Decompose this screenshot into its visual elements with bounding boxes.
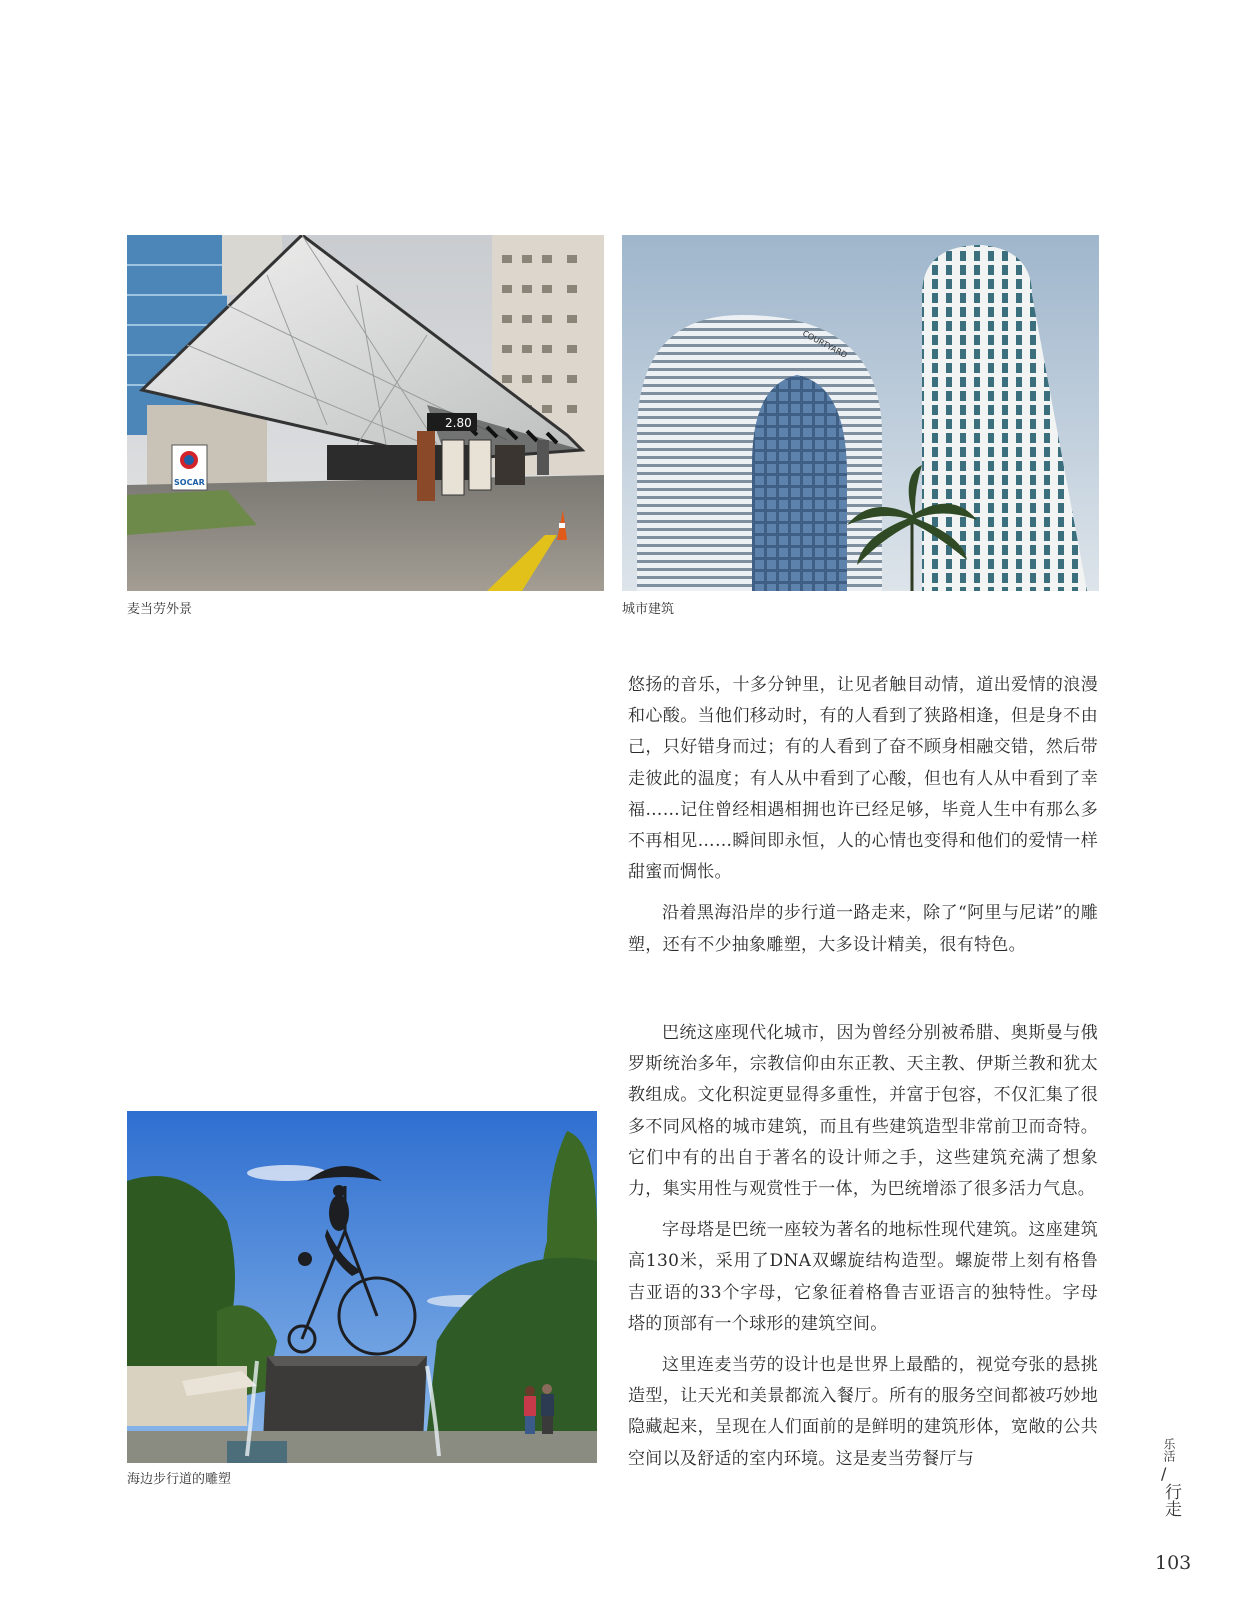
socar-sign-text: SOCAR (174, 478, 205, 487)
hotel-sign-text: COURTYARD (801, 328, 849, 360)
price-sign-text: 2.80 (445, 416, 472, 430)
city-buildings-photo (622, 235, 1099, 591)
seaside-sculpture-photo (127, 1111, 597, 1463)
paragraph: 沿着黑海沿岸的步行道一路走来，除了“阿里与尼诺”的雕塑，还有不少抽象雕塑，大多设计精美，很有特色。 (628, 903, 1098, 955)
mcdonalds-exterior-photo (127, 235, 604, 591)
section-slash: / (1161, 1464, 1167, 1483)
photo3-caption: 海边步行道的雕塑 (127, 1472, 232, 1487)
paragraph: 字母塔是巴统一座较为著名的地标性现代建筑。这座建筑高130米，采用了DNA双螺旋结构造型。螺旋带上刻有格鲁吉亚语的33个字母，它象征着格鲁吉亚语言的独特性。字母塔的顶部有一个球形的建筑空间。 (628, 1220, 1098, 1334)
section-label-small: 乐活 (1162, 1438, 1176, 1462)
section-label-big: 行走 (1161, 1483, 1181, 1517)
paragraph: 这里连麦当劳的设计也是世界上最酷的，视觉夸张的悬挑造型，让天光和美景都流入餐厅。所有的服务空间都被巧妙地隐藏起来，呈现在人们面前的是鲜明的建筑形体，宽敞的公共空间以及舒适的室内环境。这是麦当劳餐厅与 (628, 1355, 1098, 1469)
photo1-caption: 麦当劳外景 (127, 602, 193, 617)
article-block-1 (628, 670, 1098, 971)
article-block-2 (628, 1018, 1098, 1485)
photo2-caption: 城市建筑 (622, 602, 675, 617)
page-number: 103 (1155, 1552, 1192, 1574)
paragraph: 悠扬的音乐，十多分钟里，让见者触目动情，道出爱情的浪漫和心酸。当他们移动时，有的人看到了狭路相逢，但是身不由己，只好错身而过；有的人看到了奋不顾身相融交错，然后带走彼此的温度；有人从中看到了心酸，但也有人从中看到了幸福……记住曾经相遇相拥也许已经足够，毕竟人生中有那么多不再相见……瞬间即永恒，人的心情也变得和他们的爱情一样甜蜜而惆怅。 (628, 675, 1098, 883)
section-folio (1155, 1438, 1185, 1517)
paragraph: 巴统这座现代化城市，因为曾经分别被希腊、奥斯曼与俄罗斯统治多年，宗教信仰由东正教、天主教、伊斯兰教和犹太教组成。文化积淀更显得多重性，并富于包容，不仅汇集了很多不同风格的城市建筑，而且有些建筑造型非常前卫而奇特。它们中有的出自于著名的设计师之手，这些建筑充满了想象力，集实用性与观赏性于一体，为巴统增添了很多活力气息。 (628, 1023, 1098, 1200)
